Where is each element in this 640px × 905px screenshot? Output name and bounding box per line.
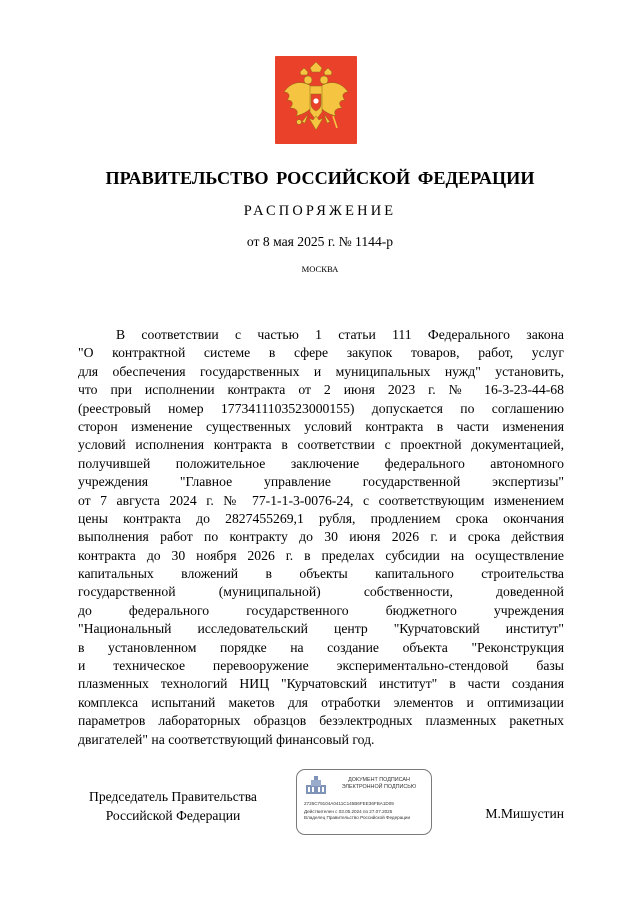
body-line: для обеспечения государственных и муниципальных нужд" установить, — [78, 363, 564, 379]
body-line: и техническое перевооружение экспериментально-стендовой базы — [78, 658, 564, 674]
body-line: контракта до 30 ноября 2026 г. в пределах субсидии на осуществление — [78, 547, 564, 563]
body-line: цены контракта до 2827455269,1 рубля, продлением срока окончания — [78, 510, 564, 526]
government-building-icon — [305, 776, 327, 796]
e-sign-title-line2: ЭЛЕКТРОННОЙ ПОДПИСЬЮ — [341, 784, 417, 790]
document-date-number: от 8 мая 2025 г. № 1144-р — [246, 234, 394, 249]
body-line: выполнения работ по контракту до 30 июня 2026 г. и срока действия — [78, 529, 564, 545]
body-line: до федерального государственного бюджетного учреждения — [78, 602, 564, 618]
order-body-text — [78, 326, 564, 749]
body-line: учреждения "Главное управление государственной экспертизы" — [78, 474, 564, 490]
e-sign-title-line1: ДОКУМЕНТ ПОДПИСАН — [348, 777, 410, 783]
coat-of-arms-emblem — [275, 56, 357, 144]
body-line: получившей положительное заключение федерального автономного — [78, 455, 564, 471]
signer-position-line2: Российской Федерации — [105, 807, 241, 823]
document-city: МОСКВА — [301, 264, 339, 274]
body-line: комплекса испытаний макетов для отработки элементов и оптимизации — [78, 694, 564, 710]
document-type: РАСПОРЯЖЕНИЕ — [243, 203, 397, 219]
body-line: от 7 августа 2024 г. № 77-1-1-3-0076-24, с соответствующим изменением — [78, 492, 564, 508]
body-line: (реестровый номер 1773411103523000155) допускается по соглашению — [78, 400, 564, 416]
body-line: государственной (муниципальной) собственности, доведенной — [78, 584, 564, 600]
body-line: параметров лабораторных образцов безэлектродных плазменных ракетных — [78, 713, 564, 729]
body-line: плазменных технологий НИЦ "Курчатовский институт" в части создания — [78, 676, 564, 692]
russian-coat-of-arms-icon — [275, 56, 357, 144]
body-line: "Национальный исследовательский центр "Курчатовский институт" — [78, 621, 564, 637]
body-line: сторон изменение существенных условий контракта в части изменения — [78, 418, 564, 434]
e-sign-owner: Владелец Правительство Российской Федерации — [304, 815, 411, 820]
e-sign-certificate: 2726C79104A0411C145B6FEE36FBA1D09 — [304, 801, 394, 806]
body-line: двигателей" на соответствующий финансовый год. — [78, 731, 375, 747]
government-title: ПРАВИТЕЛЬСТВО РОССИЙСКОЙ ФЕДЕРАЦИИ — [105, 168, 535, 188]
body-line: что при исполнении контракта от 2 июня 2023 г. № 16-3-23-44-68 — [78, 382, 564, 398]
body-line: В соответствии с частью 1 статьи 111 Федерального закона — [116, 327, 564, 342]
signer-position — [78, 788, 268, 825]
signer-position-line1: Председатель Правительства — [89, 789, 257, 804]
electronic-signature-stamp — [296, 769, 432, 835]
e-sign-validity: Действителен с 03.05.2024 по 27.07.2025 — [304, 809, 393, 814]
body-line: капитальных вложений в объекты капитального строительства — [78, 566, 564, 582]
body-line: условий исполнения контракта в соответствии с проектной документацией, — [78, 437, 564, 453]
body-line: в установленном порядке на создание объекта "Реконструкция — [78, 639, 564, 655]
signer-name: М.Мишустин — [485, 806, 564, 821]
body-line: "О контрактной системе в сфере закупок товаров, работ, услуг — [78, 345, 564, 361]
